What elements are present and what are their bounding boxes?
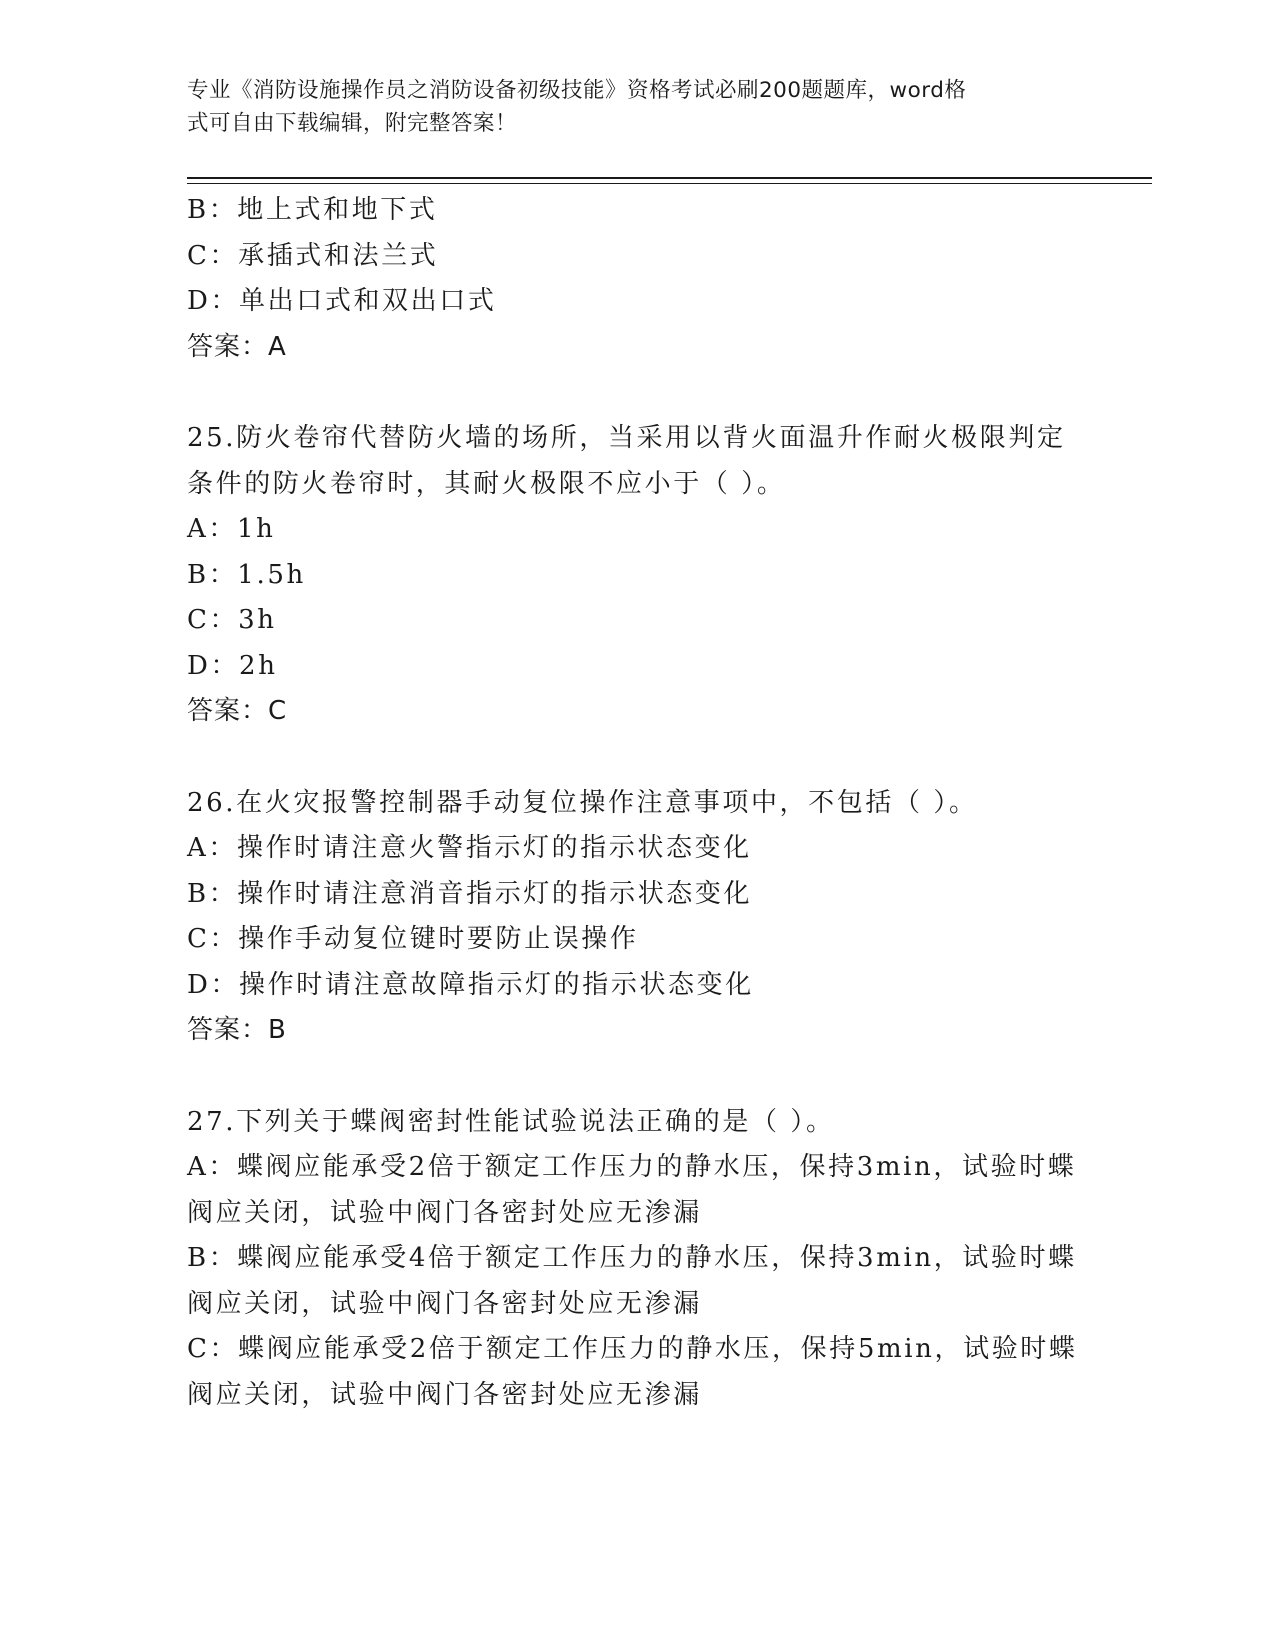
spacer xyxy=(187,1054,1087,1100)
answer: 答案：B xyxy=(187,1015,287,1045)
option-a: A：蝶阀应能承受2倍于额定工作压力的静水压，保持3min，试验时蝶 xyxy=(187,1152,1077,1182)
option-c: C：操作手动复位键时要防止误操作 xyxy=(187,924,639,954)
spacer xyxy=(187,735,1087,781)
option-c-continued: 阀应关闭，试验中阀门各密封处应无渗漏 xyxy=(187,1379,702,1410)
question-27 xyxy=(187,1100,1087,1419)
option-b: B：1.5h xyxy=(187,559,306,590)
option-d: D：2h xyxy=(187,650,278,681)
option-a-continued: 阀应关闭，试验中阀门各密封处应无渗漏 xyxy=(187,1197,702,1228)
option-b: B：操作时请注意消音指示灯的指示状态变化 xyxy=(187,878,753,909)
header-rule-thick xyxy=(187,177,1152,179)
option-c: C：承插式和法兰式 xyxy=(187,240,439,271)
question-stem: 条件的防火卷帘时，其耐火极限不应小于（ ）。 xyxy=(187,468,786,499)
option-a: A：操作时请注意火警指示灯的指示状态变化 xyxy=(187,833,752,863)
header-line-1: 专业《消防设施操作员之消防设备初级技能》资格考试必刷200题题库，word格 xyxy=(187,78,967,103)
header-rule-thin xyxy=(187,183,1152,184)
question-stem: 26.在火灾报警控制器手动复位操作注意事项中，不包括（ ）。 xyxy=(187,787,978,818)
option-b-continued: 阀应关闭，试验中阀门各密封处应无渗漏 xyxy=(187,1288,702,1319)
option-c: C：蝶阀应能承受2倍于额定工作压力的静水压，保持5min，试验时蝶 xyxy=(187,1334,1078,1364)
option-d: D：单出口式和双出口式 xyxy=(187,286,497,316)
answer: 答案：C xyxy=(187,696,288,726)
option-a: A：1h xyxy=(187,514,276,544)
option-c: C：3h xyxy=(187,605,277,635)
option-b: B：地上式和地下式 xyxy=(187,195,438,225)
header-line-2: 式可自由下载编辑，附完整答案！ xyxy=(187,111,518,136)
question-stem: 27.下列关于蝶阀密封性能试验说法正确的是（ ）。 xyxy=(187,1106,835,1137)
question-26 xyxy=(187,781,1087,1054)
option-d: D：操作时请注意故障指示灯的指示状态变化 xyxy=(187,969,754,1000)
answer: 答案：A xyxy=(187,331,287,362)
question-25 xyxy=(187,416,1087,735)
page-header xyxy=(187,74,1067,140)
question-24-tail xyxy=(187,188,1087,370)
option-b: B：蝶阀应能承受4倍于额定工作压力的静水压，保持3min，试验时蝶 xyxy=(187,1243,1077,1273)
question-list xyxy=(187,188,1087,1418)
spacer xyxy=(187,370,1087,416)
question-stem: 25.防火卷帘代替防火墙的场所，当采用以背火面温升作耐火极限判定 xyxy=(187,423,1066,453)
